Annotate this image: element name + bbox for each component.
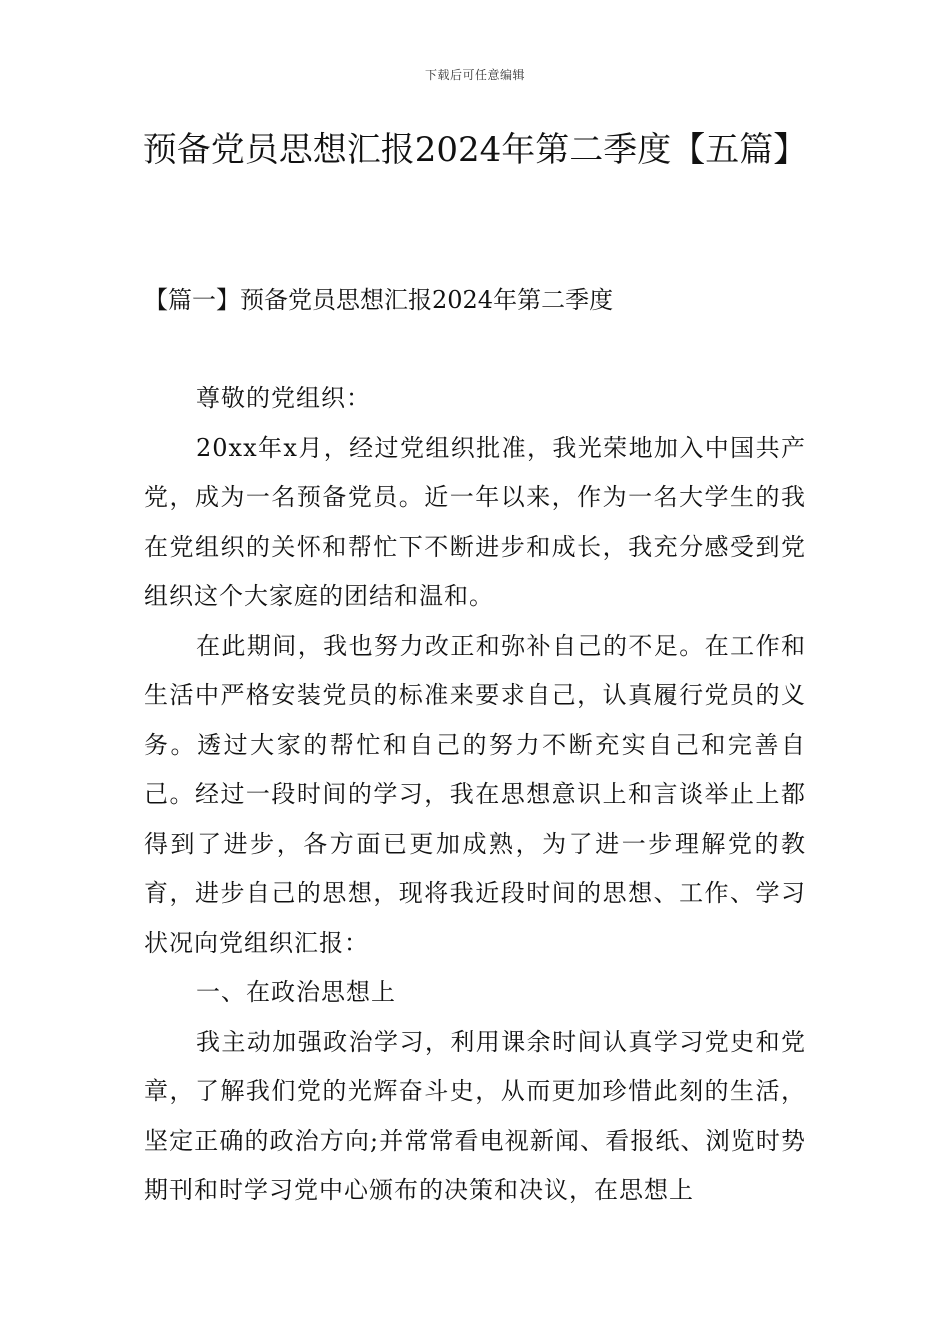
header-note: 下载后可任意编辑 <box>424 68 525 82</box>
greeting: 尊敬的党组织： <box>196 384 371 412</box>
paragraph: 我主动加强政治学习，利用课余时间认真学习党史和党章，了解我们党的光辉奋斗史，从而更加珍惜此刻的生活，坚定正确的政治方向;并常常看电视新闻、看报纸、浏览时势期刊和时学习党中心颁布的决策和决议，在思想上 <box>144 1027 806 1204</box>
paragraph: 在此期间，我也努力改正和弥补自己的不足。在工作和生活中严格安装党员的标准来要求自己，认真履行党员的义务。透过大家的帮忙和自己的努力不断充实自己和完善自己。经过一段时间的学习，我在思想意识上和言谈举止上都得到了进步，各方面已更加成熟，为了进一步理解党的教育，进步自己的思想，现将我近段时间的思想、工作、学习状况向党组织汇报： <box>144 631 806 957</box>
document-title: 预备党员思想汇报2024年第二季度【五篇】 <box>142 130 808 170</box>
paragraph: 20xx年x月，经过党组织批准，我光荣地加入中国共产党，成为一名预备党员。近一年以来，作为一名大学生的我在党组织的关怀和帮忙下不断进步和成长，我充分感受到党组织这个大家庭的团结和温和。 <box>144 433 806 610</box>
subheading: 一、在政治思想上 <box>196 978 396 1006</box>
section-heading: 【篇一】预备党员思想汇报2024年第二季度 <box>144 286 614 314</box>
document-body <box>144 374 806 1216</box>
